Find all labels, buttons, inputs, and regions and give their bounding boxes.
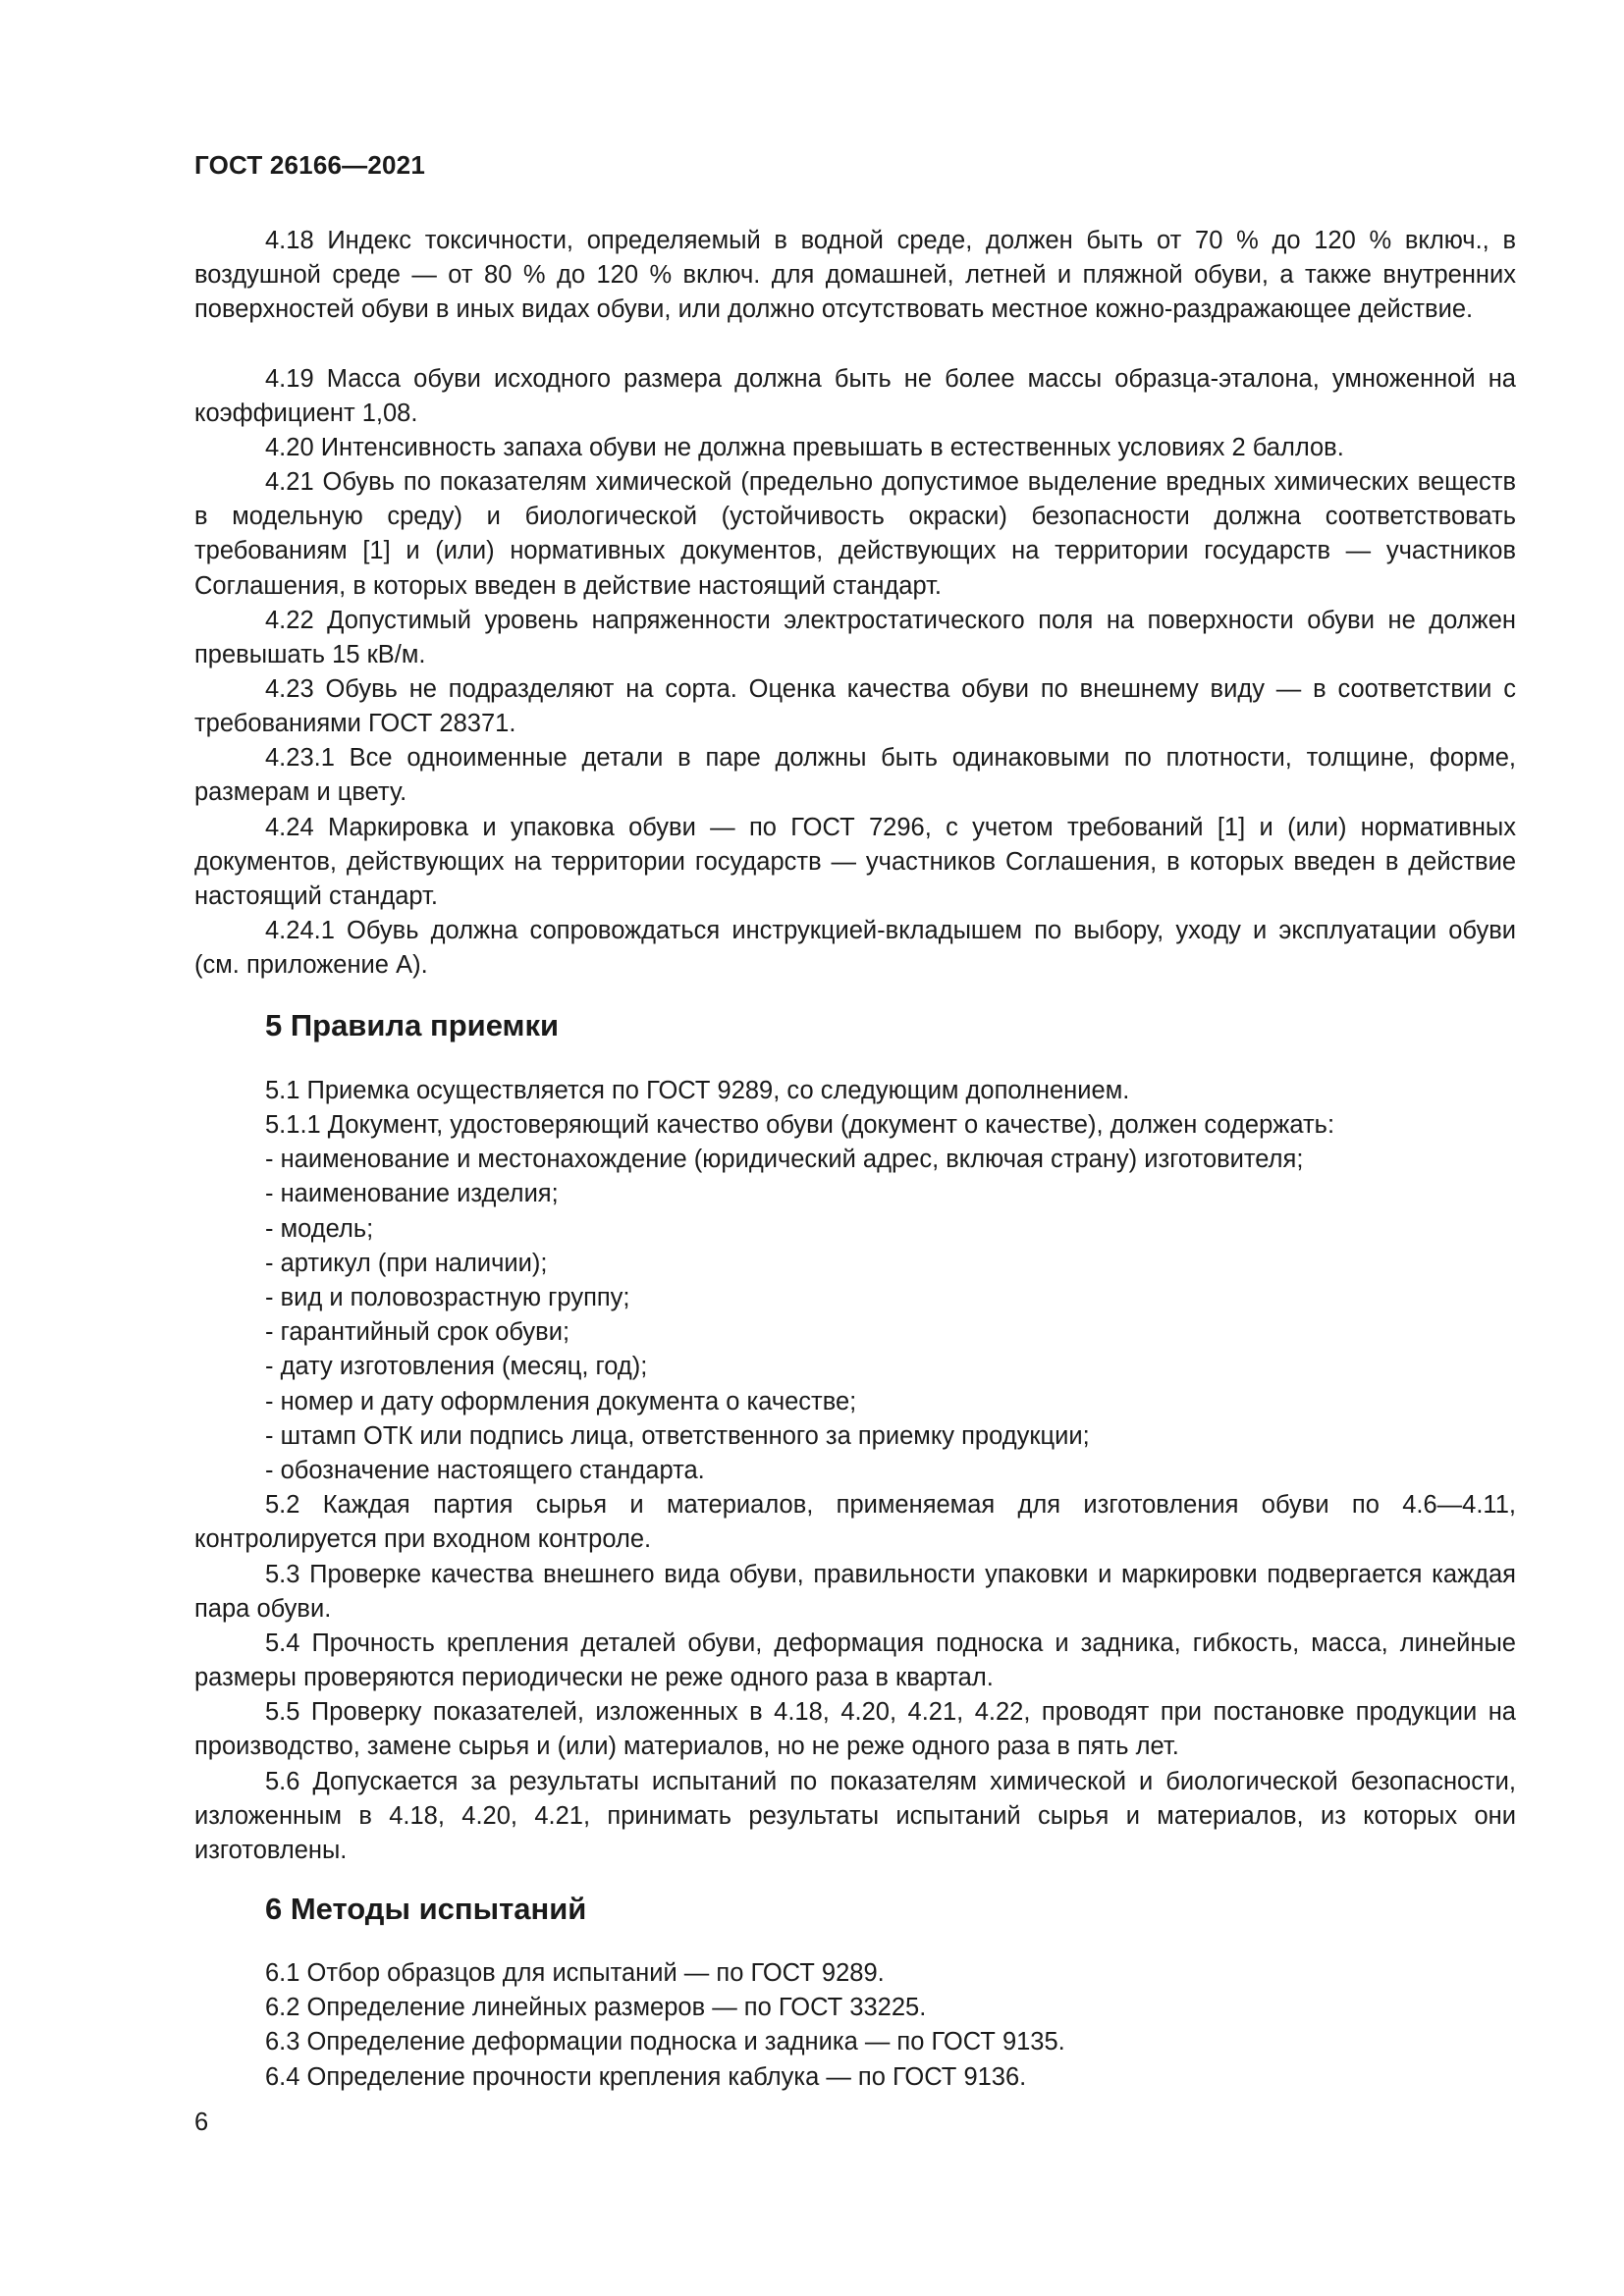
clause-5-6: 5.6 Допускается за результаты испытаний по показателям химической и биологической безопасности, изложенным в 4.18, 4.20, 4.21, принимать результаты испытаний сырья и материалов, из которых они изготовлены. [194,1768,1516,1865]
clause-6-4: 6.4 Определение прочности крепления каблука — по ГОСТ 9136. [265,2063,1027,2091]
list-item: - штамп ОТК или подпись лица, ответственного за приемку продукции; [265,1422,1090,1450]
clause-4-19: 4.19 Масса обуви исходного размера должна быть не более массы образца-эталона, умноженной на коэффициент 1,08. [194,365,1516,428]
list-item: - вид и половозрастную группу; [265,1284,630,1311]
clause-5-1-1: 5.1.1 Документ, удостоверяющий качество обуви (документ о качестве), должен содержать: [265,1111,1335,1139]
list-item: - наименование и местонахождение (юридический адрес, включая страну) изготовителя; [265,1146,1304,1173]
clause-4-24: 4.24 Маркировка и упаковка обуви — по ГОСТ 7296, с учетом требований [1] и (или) нормативных документов, действующих на территории государств — участников Соглашения, в которых введен в действие настоящий стандарт. [194,814,1516,911]
document-header: ГОСТ 26166—2021 [194,150,425,180]
clause-5-3: 5.3 Проверке качества внешнего вида обуви, правильности упаковки и маркировки подвергается каждая пара обуви. [194,1561,1516,1624]
list-item: - дату изготовления (месяц, год); [265,1353,648,1380]
clause-4-20: 4.20 Интенсивность запаха обуви не должна превышать в естественных условиях 2 баллов. [265,434,1344,461]
clause-6-1: 6.1 Отбор образцов для испытаний — по ГОСТ 9289. [265,1959,885,1987]
list-item: - номер и дату оформления документа о качестве; [265,1388,857,1415]
clause-5-4: 5.4 Прочность крепления деталей обуви, деформация подноска и задника, гибкость, масса, линейные размеры проверяются периодически не реже одного раза в квартал. [194,1629,1516,1692]
clause-4-21: 4.21 Обувь по показателям химической (предельно допустимое выделение вредных химических веществ в модельную среду) и биологической (устойчивость окраски) безопасности должна соответствовать требованиям [1] и (или) нормативных документов, действующих на территории государств — участников Соглашения, в которых введен в действие настоящий стандарт. [194,468,1516,600]
section-6-title: 6 Методы испытаний [265,1892,587,1926]
clause-5-5: 5.5 Проверку показателей, изложенных в 4.18, 4.20, 4.21, 4.22, проводят при постановке продукции на производство, замене сырья и (или) материалов, но не реже одного раза в пять лет. [194,1698,1516,1761]
clause-4-24-1: 4.24.1 Обувь должна сопровождаться инструкцией-вкладышем по выбору, уходу и эксплуатации обуви (см. приложение А). [194,917,1516,980]
clause-4-18: 4.18 Индекс токсичности, определяемый в водной среде, должен быть от 70 % до 120 % включ., в воздушной среде — от 80 % до 120 % включ. для домашней, летней и пляжной обуви, а также внутренних поверхностей обуви в иных видах обуви, или должно отсутствовать местное кожно-раздражающее действие. [194,227,1516,324]
list-item: - наименование изделия; [265,1180,559,1207]
list-item: - обозначение настоящего стандарта. [265,1457,705,1484]
clause-4-23: 4.23 Обувь не подразделяют на сорта. Оценка качества обуви по внешнему виду — в соответствии с требованиями ГОСТ 28371. [194,675,1516,738]
section-5-title: 5 Правила приемки [265,1008,560,1042]
clause-4-22: 4.22 Допустимый уровень напряженности электростатического поля на поверхности обуви не должен превышать 15 кВ/м. [194,607,1516,669]
clause-5-2: 5.2 Каждая партия сырья и материалов, применяемая для изготовления обуви по 4.6—4.11, контролируется при входном контроле. [194,1491,1516,1554]
clause-6-3: 6.3 Определение деформации подноска и задника — по ГОСТ 9135. [265,2028,1065,2056]
page-number: 6 [194,2109,209,2136]
list-item: - гарантийный срок обуви; [265,1318,570,1346]
clause-4-23-1: 4.23.1 Все одноименные детали в паре должны быть одинаковыми по плотности, толщине, форме, размерам и цвету. [194,744,1516,807]
clause-6-2: 6.2 Определение линейных размеров — по ГОСТ 33225. [265,1994,927,2021]
clause-5-1: 5.1 Приемка осуществляется по ГОСТ 9289, со следующим дополнением. [265,1077,1130,1104]
list-item: - артикул (при наличии); [265,1250,548,1277]
list-item: - модель; [265,1215,374,1243]
